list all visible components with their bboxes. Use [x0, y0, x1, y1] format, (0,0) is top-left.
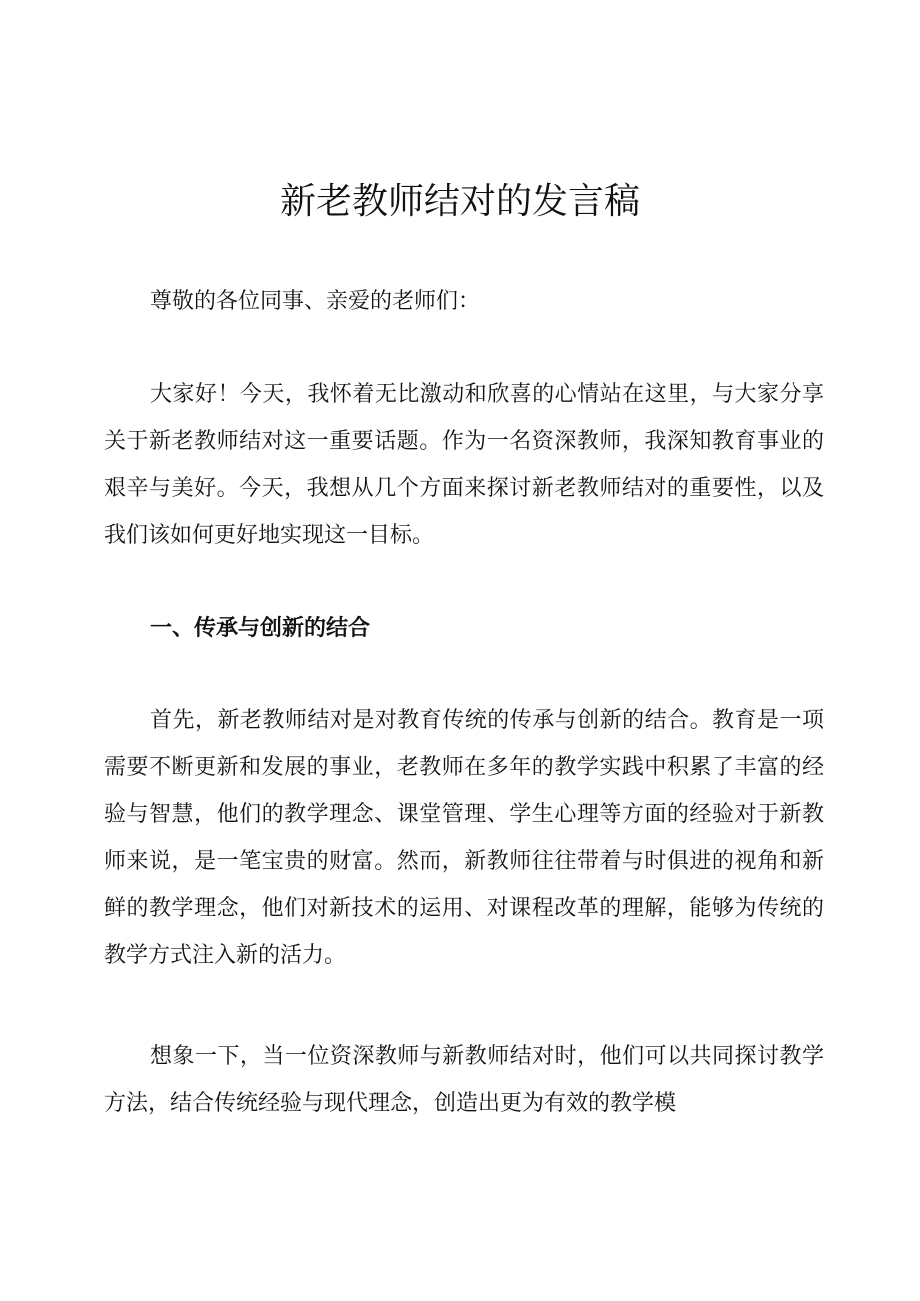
section-heading: 一、传承与创新的结合 — [150, 616, 371, 641]
document-title: 新老教师结对的发言稿 — [279, 181, 640, 222]
body-paragraph: 想象一下，当一位资深教师与新教师结对时，他们可以共同探讨教学方法，结合传统经验与现代理念，创造出更为有效的教学模 — [104, 1044, 824, 1116]
body-paragraph: 首先，新老教师结对是对教育传统的传承与创新的结合。教育是一项需要不断更新和发展的事业，老教师在多年的教学实践中积累了丰富的经验与智慧，他们的教学理念、课堂管理、学生心理等方面的经验对于新教师来说，是一笔宝贵的财富。然而，新教师往往带着与时俱进的视角和新鲜的教学理念，他们对新技术的运用、对课程改革的理解，能够为传统的教学方式注入新的活力。 — [104, 708, 824, 968]
intro-paragraph: 大家好！今天，我怀着无比激动和欣喜的心情站在这里，与大家分享关于新老教师结对这一重要话题。作为一名资深教师，我深知教育事业的艰辛与美好。今天，我想从几个方面来探讨新老教师结对的重要性，以及我们该如何更好地实现这一目标。 — [104, 382, 824, 548]
greeting-paragraph: 尊敬的各位同事、亲爱的老师们： — [150, 289, 481, 314]
